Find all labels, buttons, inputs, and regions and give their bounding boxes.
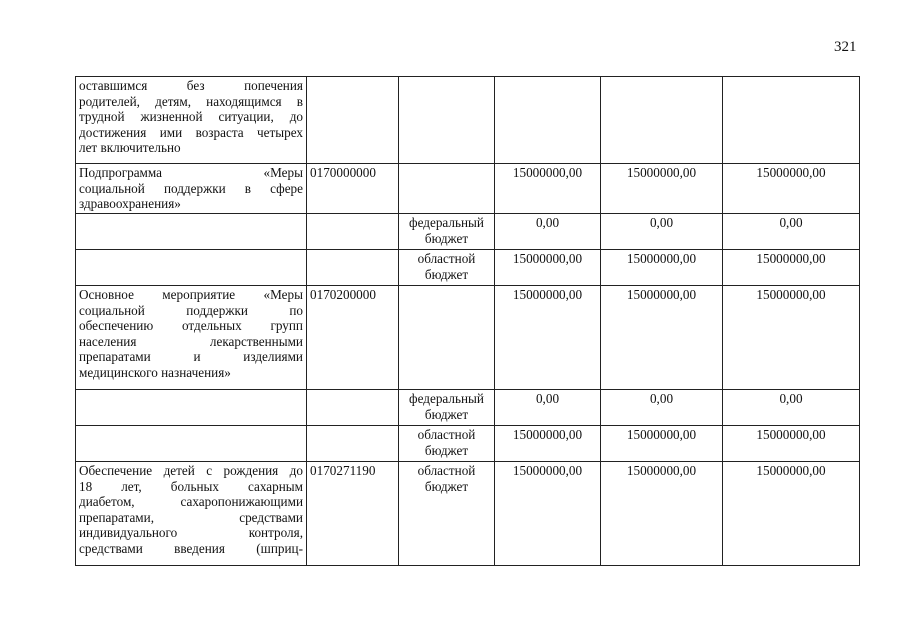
amount-year1-cell: 0,00 bbox=[495, 214, 601, 250]
program-name-line: социальной поддержки в сфере bbox=[79, 180, 303, 196]
program-code-cell bbox=[307, 214, 399, 250]
amount-year1-cell: 15000000,00 bbox=[495, 462, 601, 566]
program-name-line: препаратами, средствами bbox=[79, 509, 303, 525]
program-name-line: 18 лет, больных сахарным bbox=[79, 478, 303, 494]
table-row bbox=[76, 214, 860, 250]
amount-year2-cell: 0,00 bbox=[601, 214, 723, 250]
program-name-line: средствами введения (шприц- bbox=[79, 540, 303, 556]
program-name-line: препаратами и изделиями bbox=[79, 349, 303, 364]
amount-year1-cell bbox=[495, 77, 601, 164]
table-row bbox=[76, 250, 860, 286]
funding-source-cell: федеральный бюджет bbox=[399, 390, 495, 426]
program-name-line: трудной жизненной ситуации, до bbox=[79, 109, 303, 124]
program-code-cell bbox=[307, 426, 399, 462]
program-name-line: оставшимся без попечения bbox=[79, 78, 303, 93]
amount-year1-cell: 0,00 bbox=[495, 390, 601, 426]
budget-table bbox=[75, 76, 860, 566]
table-row bbox=[76, 77, 860, 164]
amount-year3-cell: 15000000,00 bbox=[723, 250, 860, 286]
amount-year3-cell: 0,00 bbox=[723, 390, 860, 426]
program-name-line: Основное мероприятие «Меры bbox=[79, 287, 303, 302]
program-code-cell bbox=[307, 390, 399, 426]
amount-year3-cell: 15000000,00 bbox=[723, 426, 860, 462]
amount-year3-cell bbox=[723, 77, 860, 164]
program-code-cell bbox=[307, 250, 399, 286]
table-row bbox=[76, 462, 860, 566]
program-code-cell: 0170000000 bbox=[307, 164, 399, 214]
amount-year2-cell: 15000000,00 bbox=[601, 426, 723, 462]
program-name-cell bbox=[76, 390, 307, 426]
page-number: 321 bbox=[834, 39, 857, 55]
funding-source-cell: областной бюджет bbox=[399, 462, 495, 566]
program-name-line: индивидуального контроля, bbox=[79, 525, 303, 540]
program-name-line: Подпрограмма «Меры bbox=[79, 165, 303, 180]
funding-source-cell bbox=[399, 77, 495, 164]
program-name-cell bbox=[76, 286, 307, 390]
table-row bbox=[76, 426, 860, 462]
amount-year2-cell bbox=[601, 77, 723, 164]
funding-source-cell: федеральный бюджет bbox=[399, 214, 495, 250]
amount-year2-cell: 15000000,00 bbox=[601, 250, 723, 286]
amount-year2-cell: 15000000,00 bbox=[601, 286, 723, 390]
amount-year3-cell: 15000000,00 bbox=[723, 286, 860, 390]
program-name-line: обеспечению отдельных групп bbox=[79, 318, 303, 333]
program-code-cell bbox=[307, 77, 399, 164]
program-name-cell bbox=[76, 214, 307, 250]
program-name-line: достижения ими возраста четырех bbox=[79, 124, 303, 140]
amount-year1-cell: 15000000,00 bbox=[495, 286, 601, 390]
funding-source-cell bbox=[399, 286, 495, 390]
program-name-line: родителей, детям, находящимся в bbox=[79, 93, 303, 109]
program-name-line: населения лекарственными bbox=[79, 333, 303, 349]
program-name-cell bbox=[76, 77, 307, 164]
program-name-line: здравоохранения» bbox=[79, 196, 181, 211]
table-row bbox=[76, 164, 860, 214]
table-row bbox=[76, 390, 860, 426]
amount-year1-cell: 15000000,00 bbox=[495, 250, 601, 286]
program-name-line: медицинского назначения» bbox=[79, 364, 231, 380]
program-name-cell bbox=[76, 462, 307, 566]
amount-year3-cell: 0,00 bbox=[723, 214, 860, 250]
funding-source-cell: областной бюджет bbox=[399, 250, 495, 286]
program-code-cell: 0170200000 bbox=[307, 286, 399, 390]
amount-year3-cell: 15000000,00 bbox=[723, 164, 860, 214]
funding-source-cell bbox=[399, 164, 495, 214]
amount-year3-cell: 15000000,00 bbox=[723, 462, 860, 566]
program-name-cell bbox=[76, 164, 307, 214]
amount-year1-cell: 15000000,00 bbox=[495, 426, 601, 462]
program-name-line: Обеспечение детей с рождения до bbox=[79, 463, 303, 478]
program-name-line: диабетом, сахаропонижающими bbox=[79, 494, 303, 509]
amount-year2-cell: 15000000,00 bbox=[601, 164, 723, 214]
amount-year2-cell: 15000000,00 bbox=[601, 462, 723, 566]
program-name-line: лет включительно bbox=[79, 140, 181, 155]
amount-year1-cell: 15000000,00 bbox=[495, 164, 601, 214]
table-row bbox=[76, 286, 860, 390]
program-name-line: социальной поддержки по bbox=[79, 302, 303, 318]
funding-source-cell: областной бюджет bbox=[399, 426, 495, 462]
amount-year2-cell: 0,00 bbox=[601, 390, 723, 426]
program-code-cell: 0170271190 bbox=[307, 462, 399, 566]
program-name-cell bbox=[76, 426, 307, 462]
program-name-cell bbox=[76, 250, 307, 286]
